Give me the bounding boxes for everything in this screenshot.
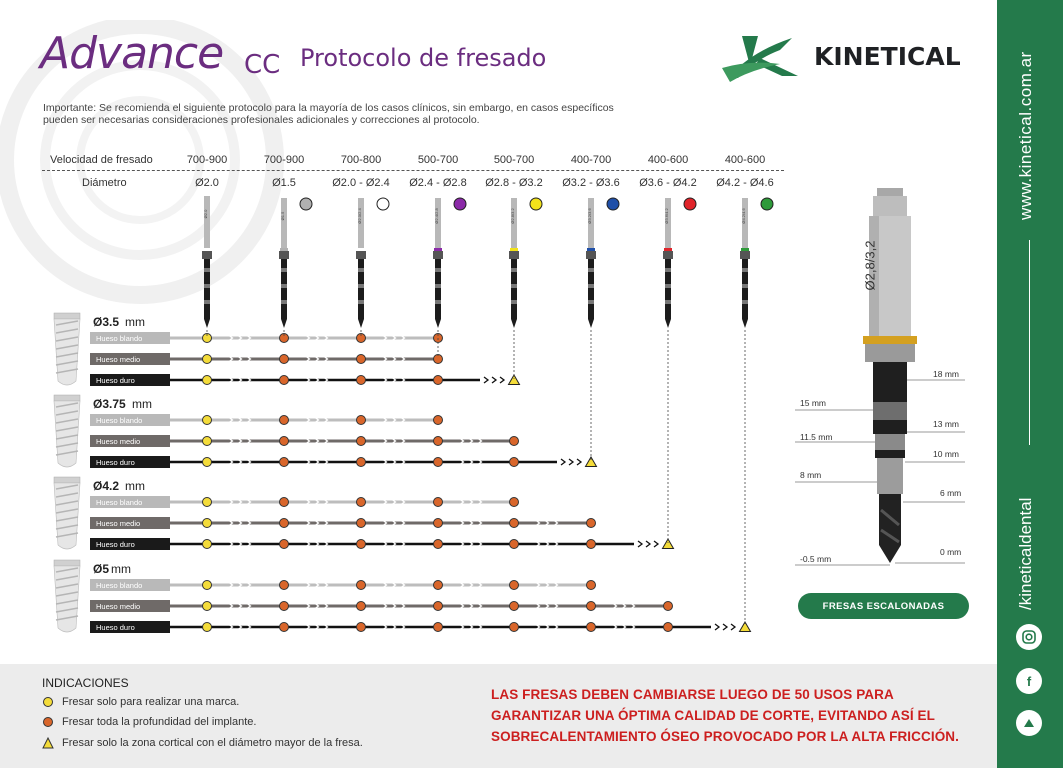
drill-step [511, 300, 517, 304]
triangle-icon [42, 737, 54, 749]
full-depth-dot [434, 458, 443, 467]
full-depth-dot [357, 355, 366, 364]
drill-step [588, 284, 594, 288]
diameter-cell: Ø1.5 [272, 177, 296, 189]
full-depth-dot [434, 540, 443, 549]
indication-cortical [42, 737, 363, 749]
dim-left-1: 15 mm [800, 398, 826, 408]
mark-dot [203, 623, 212, 632]
full-depth-dot [434, 602, 443, 611]
drill-color-band [434, 248, 442, 251]
drill-step [204, 300, 210, 304]
full-depth-dot [587, 581, 596, 590]
drill-step [435, 268, 441, 272]
speed-label: Velocidad de fresado [50, 154, 153, 166]
drill-step [511, 268, 517, 272]
dim-left-4: -0.5 mm [800, 554, 832, 564]
drill-label: Ø4.2/4.6 [741, 208, 746, 224]
drill-color-band [280, 248, 288, 251]
drill-step [588, 300, 594, 304]
drill-collar [279, 251, 289, 259]
full-depth-dot [587, 540, 596, 549]
full-depth-dot [510, 581, 519, 590]
mark-dot [203, 602, 212, 611]
full-depth-dot [587, 623, 596, 632]
indication-text: Fresar solo para realizar una marca. [62, 696, 240, 708]
yellow-dot-icon [42, 696, 54, 708]
diameter-cell: Ø2.4 - Ø2.8 [409, 177, 467, 189]
progress-arrow [492, 377, 496, 383]
full-depth-dot [280, 498, 289, 507]
drill-step [588, 268, 594, 272]
full-depth-dot [510, 519, 519, 528]
implant-head [54, 477, 80, 483]
full-depth-dot [434, 498, 443, 507]
full-depth-dot [510, 458, 519, 467]
orange-dot-icon [42, 716, 54, 728]
drill-collar [740, 251, 750, 259]
progress-arrow [715, 624, 719, 630]
full-depth-dot [434, 581, 443, 590]
diameter-cell: Ø2.8 - Ø3.2 [485, 177, 543, 189]
full-depth-dot [510, 623, 519, 632]
bone-label: Hueso blando [96, 416, 143, 425]
drill-step [665, 300, 671, 304]
full-depth-dot [357, 376, 366, 385]
mark-dot [203, 498, 212, 507]
instagram-icon[interactable] [1016, 624, 1042, 650]
drill-color-band [357, 248, 365, 251]
drill-color-ring [761, 198, 773, 210]
stepped-drill-label: Ø2,8/3,2 [862, 240, 878, 291]
speed-cell: 400-600 [724, 154, 766, 166]
youtube-icon[interactable] [1016, 710, 1042, 736]
full-depth-dot [434, 623, 443, 632]
drill-color-ring [377, 198, 389, 210]
drill-label: Ø3.2/3.6 [587, 208, 592, 224]
progress-arrow [654, 541, 658, 547]
mark-dot [203, 437, 212, 446]
implant-unit: mm [111, 562, 131, 576]
drill-step [435, 300, 441, 304]
full-depth-dot [280, 376, 289, 385]
bone-label: Hueso medio [96, 355, 141, 364]
drill-step [358, 284, 364, 288]
indication-text: Fresar solo la zona cortical con el diámetro mayor de la fresa. [62, 737, 363, 749]
dim-right-4: 6 mm [940, 488, 962, 498]
full-depth-dot [587, 519, 596, 528]
progress-arrow [638, 541, 642, 547]
indication-full-depth [42, 716, 256, 728]
drill-collar [663, 251, 673, 259]
drill-label: Ø2.4/2.8 [434, 208, 439, 224]
warning-text: LAS FRESAS DEBEN CAMBIARSE LUEGO DE 50 USOS PARA GARANTIZAR UNA ÓPTIMA CALIDAD DE CORTE, EVITANDO ASÍ EL SOBRECALENTAMIENTO ÓSEO PROVOCADO POR LA ALTA FRICCIÓN. [491, 687, 960, 744]
full-depth-dot [280, 623, 289, 632]
drill-tip [204, 319, 210, 328]
indication-mark [42, 696, 239, 708]
bone-label: Hueso medio [96, 602, 141, 611]
full-depth-dot [357, 581, 366, 590]
full-depth-dot [280, 458, 289, 467]
drill-color-band [587, 248, 595, 251]
full-depth-dot [357, 602, 366, 611]
brand-logo: Advance [40, 28, 224, 79]
bone-label: Hueso medio [96, 519, 141, 528]
progress-arrow [569, 459, 573, 465]
website-link[interactable]: www.kinetical.com.ar [1016, 51, 1035, 220]
mark-dot [203, 519, 212, 528]
dim-left-2: 11.5 mm [800, 432, 833, 442]
speed-cell: 500-700 [493, 154, 535, 166]
implant-diameter: Ø5 [93, 562, 110, 576]
page-title: Protocolo de fresado [300, 44, 547, 72]
implant-diameter: Ø3.5 [93, 315, 120, 329]
drill-collar [356, 251, 366, 259]
important-note: Importante: Se recomienda el siguiente protocolo para la mayoría de los casos clínicos, sin embargo, en casos específicos pueden ser necesarias consideraciones profesionales adicionales y correcciones al protocolo. [43, 102, 614, 126]
drill-step [665, 268, 671, 272]
mark-dot [203, 458, 212, 467]
sidebar-divider [1029, 240, 1030, 445]
drill-step [281, 284, 287, 288]
full-depth-dot [510, 540, 519, 549]
progress-arrow [561, 459, 565, 465]
drill-step [511, 284, 517, 288]
drill-label: Ø2.0 [203, 209, 208, 219]
drill-step [358, 300, 364, 304]
speed-cell: 400-600 [647, 154, 689, 166]
mark-dot [203, 581, 212, 590]
full-depth-dot [510, 437, 519, 446]
dim-right-2: 13 mm [933, 419, 959, 429]
bone-label: Hueso blando [96, 334, 143, 343]
drill-collar [586, 251, 596, 259]
diameter-cell: Ø3.2 - Ø3.6 [562, 177, 620, 189]
bone-label: Hueso duro [96, 623, 135, 632]
implant-unit: mm [125, 479, 145, 493]
full-depth-dot [357, 416, 366, 425]
drill-step [358, 268, 364, 272]
indications-title: INDICACIONES [42, 676, 129, 690]
diameter-label: Diámetro [82, 177, 127, 189]
full-depth-dot [357, 458, 366, 467]
implant-diameter: Ø4.2 [93, 479, 120, 493]
drill-tip [358, 319, 364, 328]
drill-step [742, 300, 748, 304]
dim-right-5: 0 mm [940, 547, 962, 557]
drill-step [742, 284, 748, 288]
speed-cell: 700-900 [263, 154, 305, 166]
diameter-cell: Ø2.0 - Ø2.4 [332, 177, 390, 189]
bone-label: Hueso duro [96, 458, 135, 467]
drill-tip [742, 319, 748, 328]
implant-head [54, 560, 80, 566]
drill-label: Ø2.8/3.2 [510, 208, 515, 224]
full-depth-dot [357, 519, 366, 528]
drill-color-ring [607, 198, 619, 210]
drill-collar [509, 251, 519, 259]
implant-head [54, 395, 80, 401]
full-depth-dot [280, 540, 289, 549]
full-depth-dot [280, 437, 289, 446]
drill-step [742, 268, 748, 272]
drill-color-band [741, 248, 749, 251]
drill-color-band [664, 248, 672, 251]
speed-cell: 700-800 [340, 154, 382, 166]
full-depth-dot [357, 437, 366, 446]
drill-collar [202, 251, 212, 259]
full-depth-dot [280, 602, 289, 611]
full-depth-dot [434, 437, 443, 446]
bone-label: Hueso duro [96, 376, 135, 385]
implant-diameter: Ø3.75 [93, 397, 126, 411]
speed-cell: 700-900 [186, 154, 228, 166]
full-depth-dot [664, 602, 673, 611]
full-depth-dot [357, 540, 366, 549]
full-depth-dot [280, 581, 289, 590]
full-depth-dot [280, 519, 289, 528]
full-depth-dot [280, 416, 289, 425]
implant-unit: mm [125, 315, 145, 329]
speed-cell: 500-700 [417, 154, 459, 166]
drill-label: Ø3.6/4.2 [664, 208, 669, 224]
drill-step [665, 284, 671, 288]
stepped-drill-illustration [795, 180, 975, 580]
progress-arrow [731, 624, 735, 630]
drill-step [435, 284, 441, 288]
full-depth-dot [510, 602, 519, 611]
progress-arrow [484, 377, 488, 383]
mark-dot [203, 416, 212, 425]
progress-arrow [500, 377, 504, 383]
diameter-cell: Ø3.6 - Ø4.2 [639, 177, 697, 189]
cortical-triangle-mark [663, 539, 674, 549]
full-depth-dot [434, 376, 443, 385]
drill-shank [204, 196, 210, 248]
drill-step [281, 268, 287, 272]
progress-arrow [646, 541, 650, 547]
indication-text: Fresar toda la profundidad del implante. [62, 716, 257, 728]
drill-tip [588, 319, 594, 328]
full-depth-dot [587, 602, 596, 611]
drill-color-ring [300, 198, 312, 210]
full-depth-dot [280, 355, 289, 364]
drill-shank [281, 198, 287, 250]
full-depth-dot [357, 623, 366, 632]
implant-head [54, 313, 80, 319]
drill-label: Ø1.5 [280, 211, 285, 221]
fresas-escalonadas-button[interactable]: FRESAS ESCALONADAS [798, 593, 969, 619]
drill-tip [281, 319, 287, 328]
mark-dot [203, 376, 212, 385]
dim-right-1: 18 mm [933, 369, 959, 379]
full-depth-dot [664, 623, 673, 632]
drill-step [281, 300, 287, 304]
drill-step [204, 284, 210, 288]
cortical-triangle-mark [509, 375, 520, 385]
drill-color-ring [684, 198, 696, 210]
drill-color-band [510, 248, 518, 251]
diameter-cell: Ø2.0 [195, 177, 219, 189]
full-depth-dot [510, 498, 519, 507]
bone-label: Hueso blando [96, 498, 143, 507]
progress-arrow [577, 459, 581, 465]
full-depth-dot [434, 416, 443, 425]
drill-color-ring [530, 198, 542, 210]
drill-collar [433, 251, 443, 259]
mark-dot [203, 540, 212, 549]
company-name: KINETICAL [814, 42, 961, 71]
facebook-icon[interactable]: f [1016, 668, 1042, 694]
diameter-cell: Ø4.2 - Ø4.6 [716, 177, 774, 189]
speed-cell: 400-700 [570, 154, 612, 166]
drill-tip [511, 319, 517, 328]
bone-label: Hueso duro [96, 540, 135, 549]
social-handle[interactable]: /kineticaldental [1016, 497, 1035, 610]
implant-unit: mm [132, 397, 152, 411]
mark-dot [203, 355, 212, 364]
dim-left-3: 8 mm [800, 470, 822, 480]
drill-label: Ø2.0/2.4 [357, 208, 362, 224]
drill-step [204, 268, 210, 272]
full-depth-dot [434, 519, 443, 528]
brand-suffix: CC [244, 50, 281, 80]
bone-label: Hueso blando [96, 581, 143, 590]
drill-color-ring [454, 198, 466, 210]
dim-right-3: 10 mm [933, 449, 959, 459]
progress-arrow [723, 624, 727, 630]
bone-label: Hueso medio [96, 437, 141, 446]
drill-tip [665, 319, 671, 328]
full-depth-dot [357, 498, 366, 507]
drill-tip [435, 319, 441, 328]
